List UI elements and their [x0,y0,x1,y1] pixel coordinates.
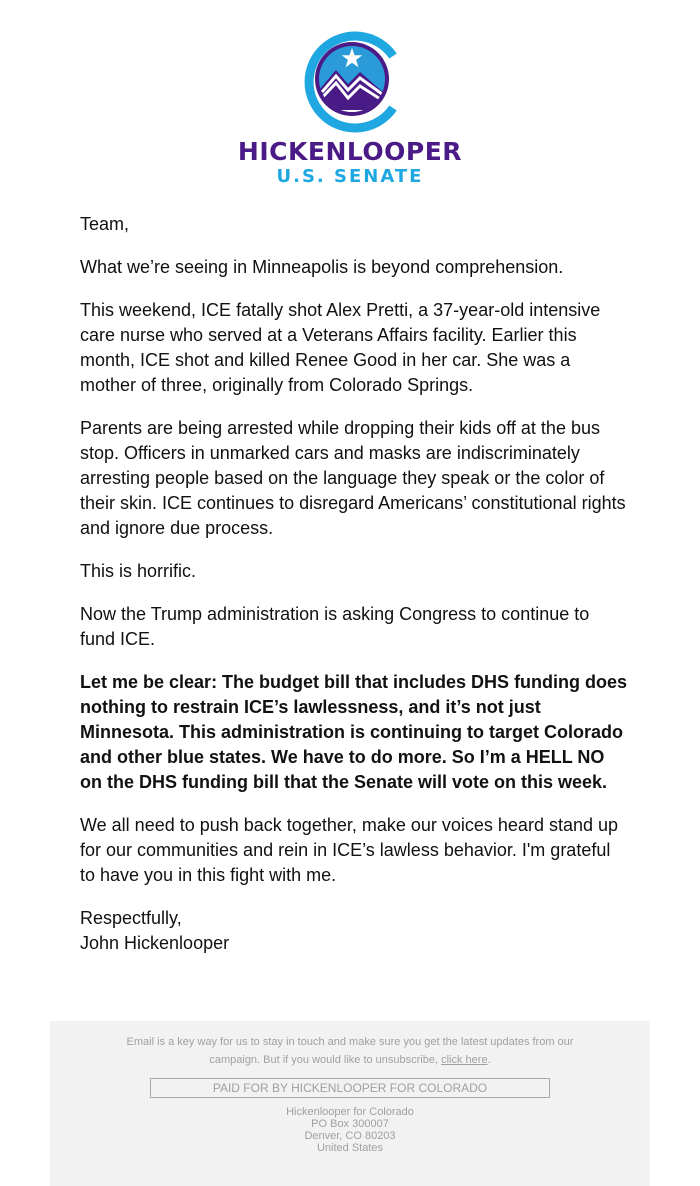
mailing-address [50,1106,650,1154]
address-po-box: PO Box 300007 [311,1118,389,1130]
paragraph: This weekend, ICE fatally shot Alex Pretti, a 37-year-old intensive care nurse who served at a Veterans Affairs facility. Earlier this month, ICE shot and killed Renee Good in her car. She was a mother of three, originally from Colorado Springs. [80,300,601,395]
paragraph: Parents are being arrested while dropping their kids off at the bus stop. Officers in unmarked cars and masks are indiscriminately arresting people based on the language they speak or the color of their skin. ICE continues to disregard Americans’ constitutional rights and ignore due process. [80,418,626,538]
greeting: Team, [80,214,130,234]
paid-for-disclaimer: PAID FOR BY HICKENLOOPER FOR COLORADO [150,1078,550,1098]
address-city: Denver, CO 80203 [304,1130,396,1142]
paragraph: This is horrific. [80,561,197,581]
signoff [80,906,628,956]
notice-text: Email is a key way for us to stay in touch and make sure you get the latest updates from our campaign. But if you would like to unsubscribe, [126,1036,574,1066]
notice-end: . [487,1054,491,1066]
paragraph: We all need to push back together, make our voices heard stand up for our communities and rein in ICE’s lawless behavior. I'm grateful to have you in this fight with me. [80,815,619,885]
signature: John Hickenlooper [80,933,230,953]
address-country: United States [316,1142,384,1154]
email-footer [50,1021,650,1186]
campaign-logo [0,28,700,187]
closing: Respectfully, [80,908,182,928]
bold-paragraph: Let me be clear: The budget bill that includes DHS funding does nothing to restrain ICE’s lawlessness, and it’s not just Minnesota. This administration is continuing to target Colorado and other blue states. We have to do more. So I’m a HELL NO on the DHS funding bill that the Senate will vote on this week. [80,672,628,792]
paragraph: What we’re seeing in Minneapolis is beyond comprehension. [80,257,564,277]
logo-subtitle: U.S. SENATE [276,166,424,187]
letter-body [80,212,628,974]
unsubscribe-notice [115,1033,585,1069]
unsubscribe-link[interactable]: click here [441,1054,488,1066]
address-org: Hickenlooper for Colorado [286,1106,414,1118]
logo-name: HICKENLOOPER [237,137,463,166]
paragraph: Now the Trump administration is asking Congress to continue to fund ICE. [80,604,590,649]
hickenlooper-logo-icon [300,28,400,136]
